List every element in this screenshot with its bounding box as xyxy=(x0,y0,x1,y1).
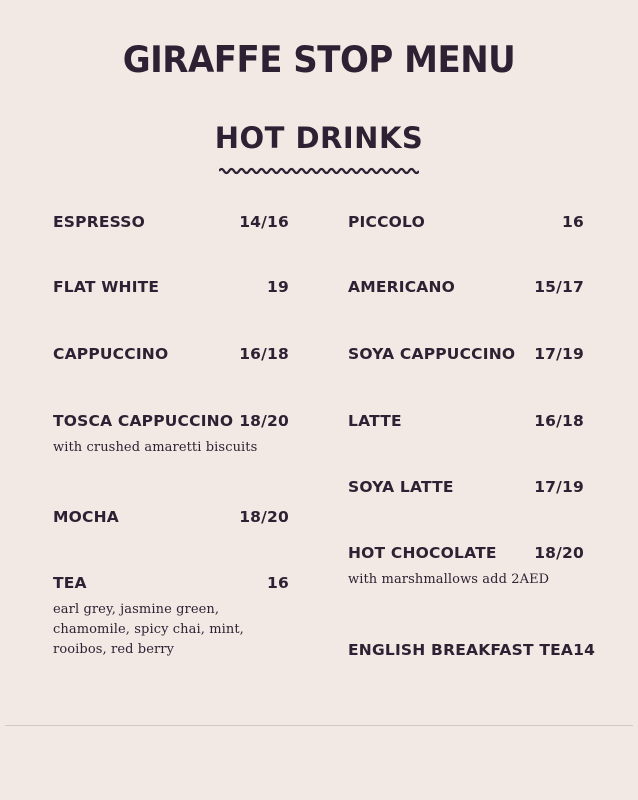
menu-item-americano xyxy=(348,278,584,296)
item-description: with marshmallows add 2AED xyxy=(348,572,550,587)
item-name: AMERICANO xyxy=(348,278,456,296)
item-name: MOCHA xyxy=(53,508,119,526)
section-title: HOT DRINKS xyxy=(214,121,424,155)
menu-title: GIRAFFE STOP MENU xyxy=(122,38,516,82)
item-name: ESPRESSO xyxy=(53,213,146,231)
wavy-line xyxy=(219,169,419,173)
menu-item-cappuccino xyxy=(53,345,289,363)
bottom-divider xyxy=(5,725,633,726)
menu-item-piccolo xyxy=(348,213,584,231)
menu-item-soya-cappuccino xyxy=(348,345,584,363)
menu-item-flat-white xyxy=(53,278,289,296)
menu-item-tosca-cappuccino xyxy=(53,412,289,458)
menu-item-tea xyxy=(53,574,289,660)
item-name: ENGLISH BREAKFAST TEA xyxy=(348,641,574,659)
item-name: SOYA CAPPUCCINO xyxy=(348,345,516,363)
item-name: FLAT WHITE xyxy=(53,278,160,296)
item-price: 18/20 xyxy=(239,508,289,526)
item-name: HOT CHOCOLATE xyxy=(348,544,497,562)
item-price: 17/19 xyxy=(534,478,584,496)
menu-item-mocha xyxy=(53,508,289,526)
item-description: earl grey, jasmine green, chamomile, spicy chai, mint, rooibos, red berry xyxy=(53,602,244,657)
menu-item-latte xyxy=(348,412,584,430)
item-name: PICCOLO xyxy=(348,213,425,231)
menu-item-english-breakfast-tea xyxy=(348,641,596,659)
menu-item-soya-latte xyxy=(348,478,584,496)
item-price: 18/20 xyxy=(534,544,584,562)
item-price: 14/16 xyxy=(239,213,289,231)
item-price: 16/18 xyxy=(239,345,289,363)
menu-item-hot-chocolate xyxy=(348,544,584,590)
item-price: 14 xyxy=(573,641,596,659)
item-price: 18/20 xyxy=(239,412,289,430)
item-description: with crushed amaretti biscuits xyxy=(53,440,258,455)
item-price: 15/17 xyxy=(534,278,584,296)
item-price: 19 xyxy=(267,278,289,296)
wavy-divider xyxy=(219,164,419,178)
item-price: 16 xyxy=(267,574,289,592)
item-price: 17/19 xyxy=(534,345,584,363)
item-price: 16 xyxy=(562,213,584,231)
item-name: CAPPUCCINO xyxy=(53,345,169,363)
item-name: LATTE xyxy=(348,412,402,430)
item-name: SOYA LATTE xyxy=(348,478,454,496)
item-price: 16/18 xyxy=(534,412,584,430)
menu-item-espresso xyxy=(53,213,289,231)
item-name: TEA xyxy=(53,574,87,592)
item-name: TOSCA CAPPUCCINO xyxy=(53,412,234,430)
